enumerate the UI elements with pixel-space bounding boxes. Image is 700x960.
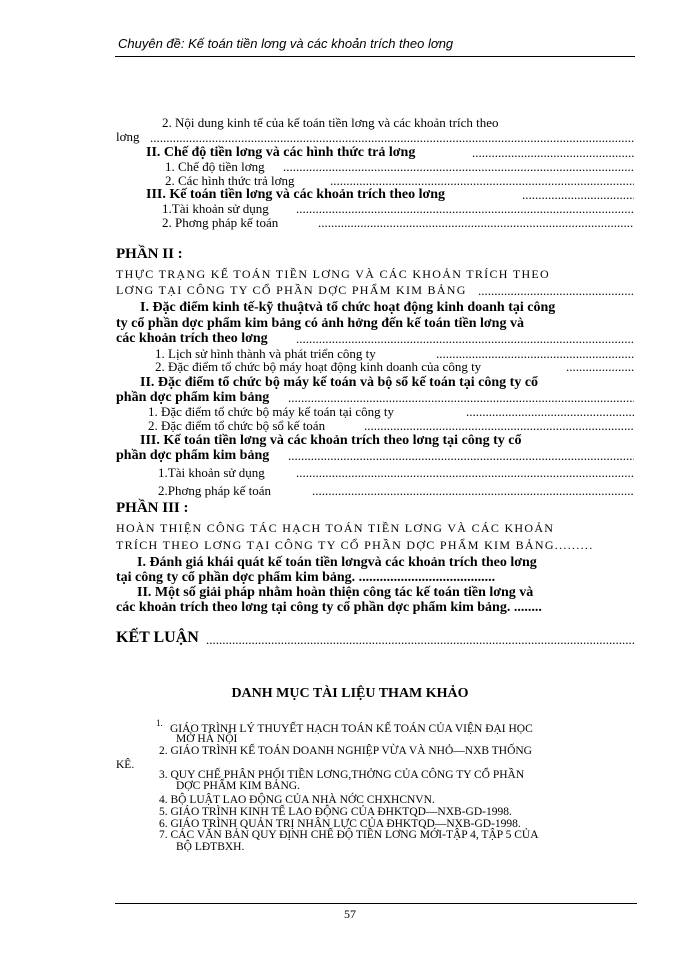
references-title: DANH MỤC TÀI LIỆU THAM KHẢO [231, 686, 469, 701]
reference-7-line1: 7. CÁC VĂN BẢN QUY ĐỊNH CHẾ ĐỘ TIỀN LƠNG MỚI-TẬP 4, TẬP 5 CỦA [159, 829, 539, 841]
leader-dots [288, 392, 634, 404]
leader-dots [318, 217, 634, 229]
toc-p2-section-III-line1: III. Kế toán tiền lơng và các khoản trích theo lơng tại công ty cổ [140, 433, 522, 448]
toc-p2-section-II-line2: phần dợc phẩm kim bảng [116, 390, 270, 405]
toc-p1-III-1: 1.Tài khoản sử dụng [162, 201, 269, 216]
leader-dots [330, 175, 634, 187]
reference-1-line1: GIÁO TRÌNH LÝ THUYẾT HẠCH TOÁN KẾ TOÁN CỦA VIỆN ĐẠI HỌC [170, 723, 533, 735]
leader-dots [522, 189, 634, 201]
leader-dots [296, 467, 634, 479]
toc-p2-I-2: 2. Đặc điểm tổ chức bộ máy hoạt động kinh doanh của công ty [155, 359, 482, 374]
reference-2: 2. GIÁO TRÌNH KẾ TOÁN DOANH NGHIỆP VỪA VÀ NHỎ—NXB THỐNG [159, 745, 532, 757]
header-divider [115, 56, 635, 57]
toc-p2-II-2: 2. Đặc điểm tổ chức bộ sổ kế toán [148, 418, 326, 433]
leader-dots [364, 420, 634, 432]
toc-p2-section-I-line2: ty cổ phần dợc phẩm kim bảng có ảnh hởng đến kế toán tiền lơng và [116, 316, 524, 331]
toc-p1-II-2: 2. Các hình thức trả lơng [165, 173, 295, 188]
reference-7-line2: BỘ LĐTBXH. [176, 841, 245, 853]
toc-p2-I-1: 1. Lịch sử hình thành và phát triển công ty [155, 346, 376, 361]
leader-dots [206, 634, 634, 646]
reference-5: 5. GIÁO TRÌNH KINH TẾ LAO ĐỘNG CỦA ĐHKTQD—NXB-GD-1998. [159, 806, 512, 818]
reference-1-line2: MỞ HÀ NỘI [176, 733, 238, 745]
toc-p2-section-III-line2: phần dợc phẩm kim bảng [116, 448, 270, 463]
toc-p2-section-I-line3: các khoản trích theo lơng [116, 331, 268, 346]
part-II-title-line1: THỰC TRẠNG KẾ TOÁN TIỀN LƠNG VÀ CÁC KHOẢN TRÍCH THEO [116, 267, 551, 281]
part-III-title-line2: TRÍCH THEO LƠNG TẠI CÔNG TY CỔ PHẦN DỢC PHẨM KIM BẢNG......... [116, 538, 594, 552]
toc-p1-item-2-line2: lơng [116, 129, 140, 144]
leader-dots [150, 132, 634, 144]
page-number: 57 [344, 907, 356, 921]
reference-6: 6. GIÁO TRÌNH QUẢN TRỊ NHÂN LỰC CỦA ĐHKTQD—NXB-GD-1998. [159, 818, 521, 830]
page-header: Chuyên đề: Kế toán tiền lơng và các khoản trích theo lơng [118, 36, 454, 51]
reference-2-line2: KÊ. [116, 759, 135, 771]
reference-4: 4. BỘ LUẬT LAO ĐỘNG CỦA NHÀ NỚC CHXHCNVN. [159, 794, 435, 806]
reference-3-line2: DỢC PHẨM KIM BẢNG. [176, 780, 300, 792]
toc-p1-III-2: 2. Phơng pháp kế toán [162, 215, 279, 230]
toc-p1-item-2-line1: 2. Nội dung kinh tế của kế toán tiền lơng và các khoản trích theo [162, 115, 499, 130]
toc-p2-III-1: 1.Tài khoản sử dụng [158, 465, 265, 480]
toc-p2-section-I-line1: I. Đặc điểm kinh tế-kỹ thuậtvà tổ chức hoạt động kinh doanh tại công [140, 300, 556, 315]
toc-p2-II-1: 1. Đặc điểm tổ chức bộ máy kế toán tại công ty [148, 404, 395, 419]
toc-p1-section-III: III. Kế toán tiền lơng và các khoản trích theo lơng [146, 187, 446, 202]
leader-dots [288, 450, 634, 462]
toc-p1-section-II: II. Chế độ tiền lơng và các hình thức trả lơng [146, 145, 416, 160]
part-III-heading: PHẦN III : [116, 500, 189, 516]
leader-dots [312, 485, 634, 497]
toc-p3-section-II-line1: II. Một số giải pháp nhằm hoàn thiện công tác kế toán tiền lơng và [137, 585, 534, 600]
toc-p2-section-II-line1: II. Đặc điểm tổ chức bộ máy kế toán và bộ sổ kế toán tại công ty cổ [140, 375, 539, 390]
leader-dots [566, 361, 634, 373]
toc-p1-II-1: 1. Chế độ tiền lơng [165, 159, 265, 174]
toc-p2-III-2: 2.Phơng pháp kế toán [158, 483, 272, 498]
leader-dots [296, 333, 634, 345]
reference-3-line1: 3. QUY CHẾ PHÂN PHỐI TIỀN LƠNG,THỞNG CỦA CÔNG TY CỔ PHẦN [159, 769, 525, 781]
leader-dots [283, 161, 634, 173]
conclusion-heading: KẾT LUẬN [116, 629, 199, 646]
part-III-title-line1: HOÀN THIỆN CÔNG TÁC HẠCH TOÁN TIỀN LƠNG VÀ CÁC KHOẢN [116, 521, 555, 535]
part-II-heading: PHẦN II : [116, 246, 183, 262]
toc-p3-section-I-line1: I. Đánh giá khái quát kế toán tiền lơngvà các khoản trích theo lơng [137, 555, 537, 570]
toc-p3-section-II-line2: các khoản trích theo lơng tại công ty cổ phần dợc phẩm kim bảng. ........ [116, 600, 542, 615]
leader-dots [296, 203, 634, 215]
toc-p3-section-I-line2: tại công ty cổ phần dợc phẩm kim bảng. ....................................... [116, 570, 496, 585]
leader-dots [472, 147, 634, 159]
reference-1-number: 1. [156, 718, 163, 728]
footer-divider [115, 903, 637, 904]
leader-dots [466, 406, 634, 418]
part-II-title-line2: LƠNG TẠI CÔNG TY CỔ PHẦN DỢC PHẨM KIM BẢNG [116, 283, 467, 297]
leader-dots [478, 285, 634, 297]
